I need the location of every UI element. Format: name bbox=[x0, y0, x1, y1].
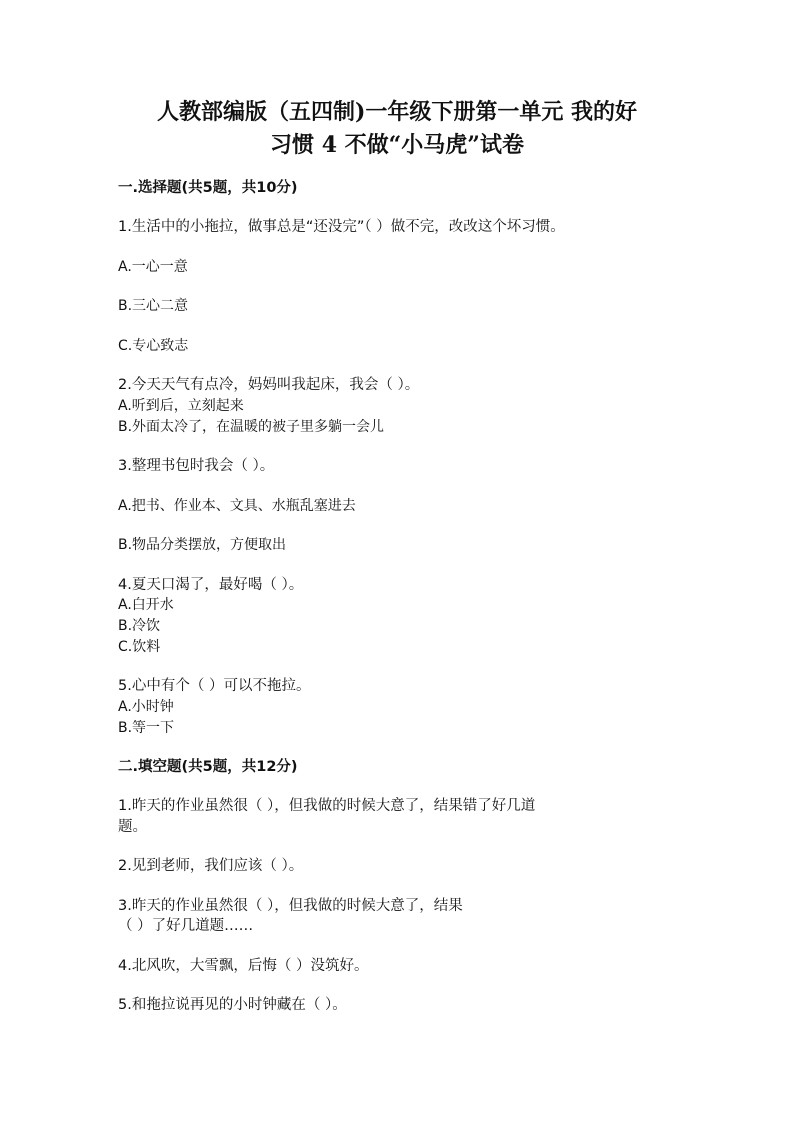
fill-question-1-line-1: 1.昨天的作业虽然很（ ），但我做的时候大意了，结果错了好几道 bbox=[118, 798, 536, 814]
section-heading-fill: 二.填空题(共5题，共12分) bbox=[118, 759, 298, 775]
fill-question-4: 4.北风吹，大雪飘，后悔（ ）没筑好。 bbox=[118, 958, 369, 974]
question-stem-5: 5.心中有个（ ）可以不拖拉。 bbox=[118, 678, 311, 694]
option-5a: A.小时钟 bbox=[118, 699, 174, 715]
option-1a: A.一心一意 bbox=[118, 259, 188, 275]
section-heading-choice: 一.选择题(共5题，共10分) bbox=[118, 180, 298, 196]
option-4c: C.饮料 bbox=[118, 639, 161, 655]
question-stem-1: 1.生活中的小拖拉，做事总是“还没完”（ ）做不完，改改这个坏习惯。 bbox=[118, 219, 565, 235]
fill-question-5: 5.和拖拉说再见的小时钟藏在（ ）。 bbox=[118, 997, 347, 1013]
fill-question-1-line-2: 题。 bbox=[118, 819, 147, 835]
question-stem-2: 2.今天天气有点冷，妈妈叫我起床，我会（ ）。 bbox=[118, 377, 420, 393]
question-stem-3: 3.整理书包时我会（ ）。 bbox=[118, 458, 275, 474]
option-1b: B.三心二意 bbox=[118, 298, 189, 314]
option-4b: B.冷饮 bbox=[118, 618, 161, 634]
option-3a: A.把书、作业本、文具、水瓶乱塞进去 bbox=[118, 498, 356, 514]
page-title-line-2: 习惯 4 不做“小马虎”试卷 bbox=[270, 132, 524, 158]
option-3b: B.物品分类摆放，方便取出 bbox=[118, 537, 287, 553]
option-2a: A.听到后，立刻起来 bbox=[118, 398, 244, 414]
option-4a: A.白开水 bbox=[118, 597, 174, 613]
question-stem-4: 4.夏天口渴了，最好喝（ ）。 bbox=[118, 577, 304, 593]
option-1c: C.专心致志 bbox=[118, 338, 189, 354]
option-5b: B.等一下 bbox=[118, 720, 175, 736]
fill-question-3-line-2: （ ）了好几道题…… bbox=[118, 918, 254, 934]
option-2b: B.外面太冷了，在温暖的被子里多躺一会儿 bbox=[118, 419, 385, 435]
fill-question-3-line-1: 3.昨天的作业虽然很（ ），但我做的时候大意了，结果 bbox=[118, 898, 463, 914]
page-title-line-1: 人教部编版（五四制)一年级下册第一单元 我的好 bbox=[156, 99, 638, 125]
fill-question-2: 2.见到老师，我们应该（ ）。 bbox=[118, 858, 304, 874]
